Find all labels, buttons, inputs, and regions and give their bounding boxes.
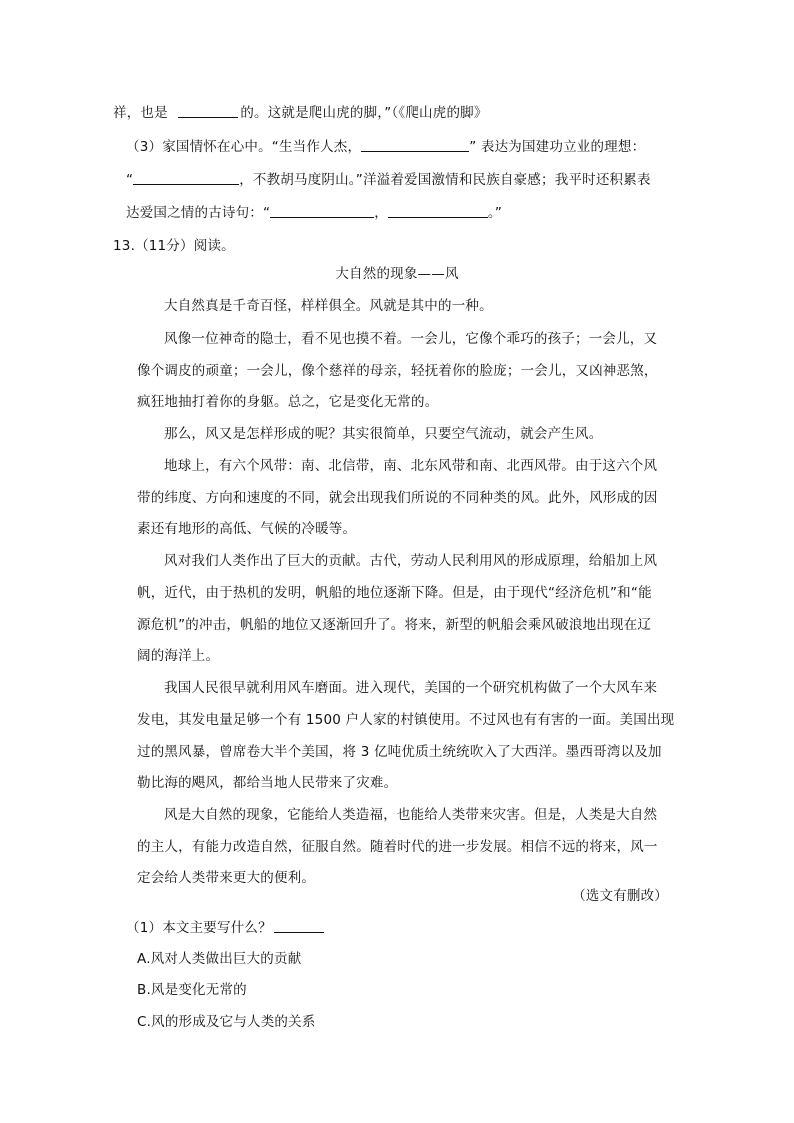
source-note: （选文有删改） xyxy=(572,888,668,904)
passage-line: 素还有地形的高低、气候的冷暖等。 xyxy=(137,521,357,537)
q12-item-3-line-1: （3）家国情怀在心中。“生当作人杰， ” 表达为国建功立业的理想： xyxy=(126,139,646,155)
passage-line: 我国人民很早就利用风车磨面。进入现代，美国的一个研究机构做了一个大风车来 xyxy=(164,680,658,696)
passage-line: 那么，风又是怎样形成的呢？其实很简单，只要空气流动，就会产生风。 xyxy=(164,426,603,442)
passage-line: 帆，近代，由于热机的发明，帆船的地位逐渐下降。但是，由于现代“经济危机”和“能 xyxy=(137,585,652,601)
passage-line: 的主人，有能力改造自然，征服自然。随着时代的进一步发展。相信不远的将来，风一 xyxy=(137,839,658,855)
passage-line: 带的纬度、方向和速度的不同，就会出现我们所说的不同种类的风。此外，风形成的因 xyxy=(137,490,658,506)
sub-question-1: （1）本文主要写什么？ xyxy=(126,916,324,936)
q12-item-3-line-2: “ ，不教胡马度阴山。”洋溢着爱国激情和民族自豪感；我平时还积累表 xyxy=(126,172,651,188)
answer-blank[interactable] xyxy=(388,216,488,218)
option-b[interactable]: B.风是变化无常的 xyxy=(137,982,247,998)
answer-blank[interactable] xyxy=(133,183,239,185)
passage-line: 地球上，有六个风带：南、北信带，南、北东风带和南、北西风带。由于这六个风 xyxy=(164,458,658,474)
passage-line: 勒比海的飓风，都给当地人民带来了灾难。 xyxy=(137,775,398,791)
q12-line-1: 祥，也是 的。这就是爬山虎的脚，”（《爬山虎的脚》 xyxy=(113,105,488,121)
passage-line: 风是大自然的现象，它能给人类造福，也能给人类带来灾害。但是，人类是大自然 xyxy=(164,807,658,823)
answer-blank[interactable] xyxy=(270,216,374,218)
question-13-header: 13.（11分）阅读。 xyxy=(113,238,235,254)
passage-line: 阔的海洋上。 xyxy=(137,648,220,664)
passage-line: 大自然真是千奇百怪，样样俱全。风就是其中的一种。 xyxy=(164,298,493,314)
q12-item-3-line-3: 达爱国之情的古诗句：“ ， 。” xyxy=(126,205,503,221)
passage-title: 大自然的现象——风 xyxy=(335,266,459,282)
passage-line: 源危机”的冲击，帆船的地位又逐渐回升了。将来，新型的帆船会乘风破浪地出现在辽 xyxy=(137,617,652,633)
passage-line: 风对我们人类作出了巨大的贡献。古代，劳动人民利用风的形成原理，给船加上风 xyxy=(164,553,658,569)
passage-line: 定会给人类带来更大的便利。 xyxy=(137,870,316,886)
passage-line: 发电，其发电量足够一个有 1500 户人家的村镇使用。不过风也有有害的一面。美国出现 xyxy=(137,712,675,728)
passage-line: 疯狂地抽打着你的身躯。总之，它是变化无常的。 xyxy=(137,394,439,410)
answer-blank[interactable] xyxy=(178,116,238,118)
option-c[interactable]: C.风的形成及它与人类的关系 xyxy=(137,1014,316,1030)
answer-blank[interactable] xyxy=(274,931,324,933)
passage-line: 过的黑风暴，曾席卷大半个美国，将 3 亿吨优质土统统吹入了大西洋。墨西哥湾以及加 xyxy=(137,744,662,760)
answer-blank[interactable] xyxy=(361,150,469,152)
passage-line: 像个调皮的顽童；一会儿，像个慈祥的母亲，轻抚着你的脸庞；一会儿，又凶神恶煞， xyxy=(137,363,658,379)
passage-line: 风像一位神奇的隐士，看不见也摸不着。一会儿，它像个乖巧的孩子；一会儿，又 xyxy=(164,331,658,347)
option-a[interactable]: A.风对人类做出巨大的贡献 xyxy=(137,951,302,967)
